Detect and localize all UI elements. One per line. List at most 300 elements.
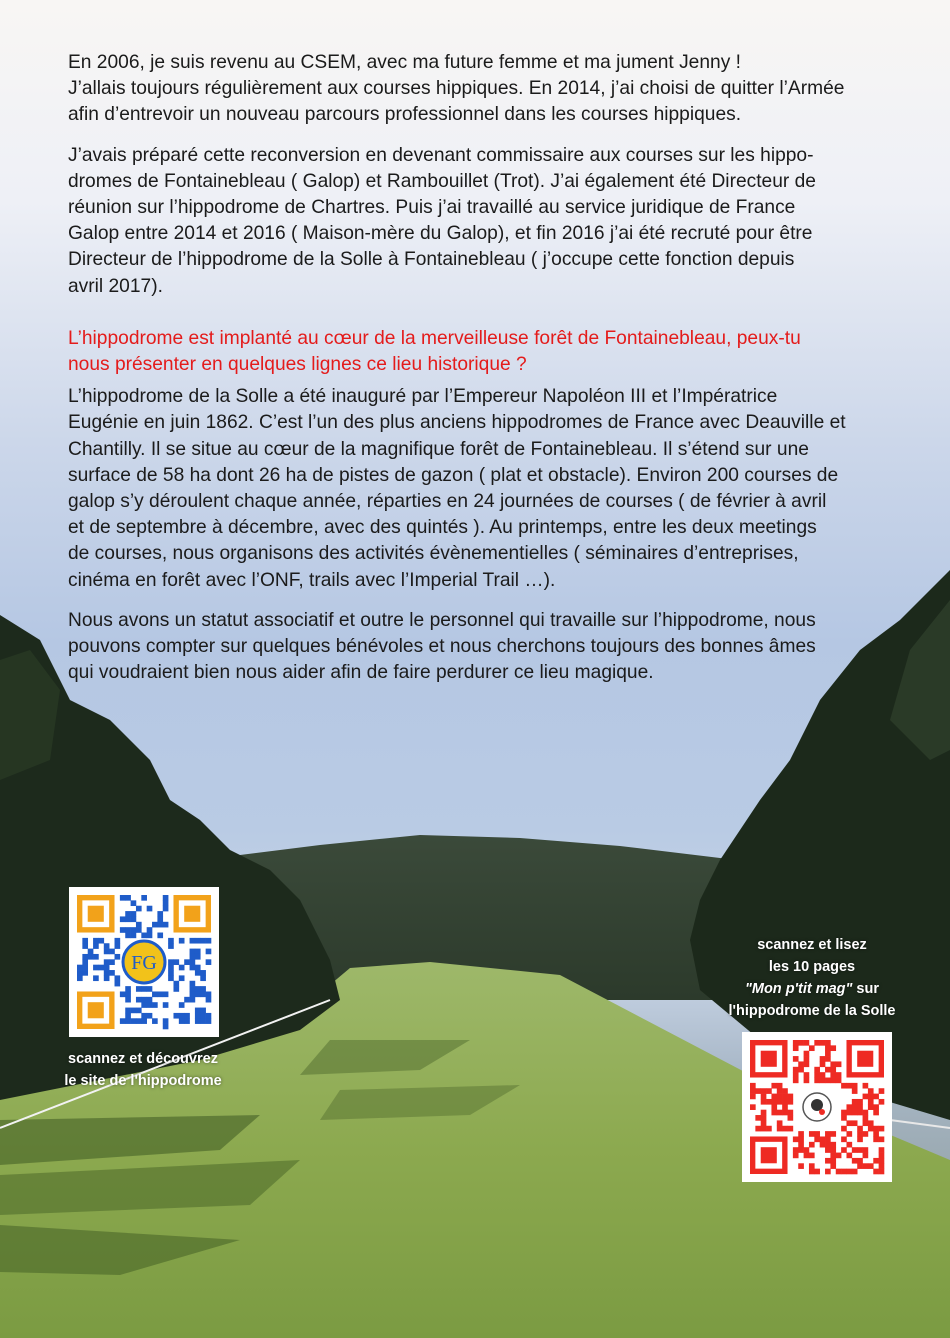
qr-module — [179, 975, 185, 981]
qr-module — [163, 922, 169, 928]
qr-module — [141, 1013, 147, 1019]
qr-module — [168, 938, 174, 944]
qr-module — [88, 954, 94, 960]
qr-module — [93, 954, 99, 960]
qr-module — [793, 1153, 799, 1159]
qr-module — [93, 943, 99, 949]
text-line: Nous avons un statut associatif et outre le personnel qui travaille sur l’hippodrome, nous — [68, 609, 816, 631]
qr-module — [131, 1008, 137, 1014]
qr-module — [152, 991, 158, 997]
qr-module — [190, 986, 196, 992]
qr-module — [830, 1067, 836, 1073]
qr-module — [836, 1061, 842, 1067]
qr-module — [788, 1099, 794, 1105]
qr-module — [830, 1131, 836, 1137]
qr-module — [120, 1018, 126, 1024]
qr-module — [852, 1120, 858, 1126]
qr-module — [766, 1088, 772, 1094]
qr-module — [168, 943, 174, 949]
qr-module — [147, 933, 153, 939]
qr-module — [115, 938, 121, 944]
qr-module — [163, 991, 169, 997]
qr-module — [841, 1136, 847, 1142]
qr-module — [195, 949, 201, 955]
qr-module — [195, 1008, 201, 1014]
qr-module — [868, 1094, 874, 1100]
qr-module — [830, 1163, 836, 1169]
qr-module — [857, 1110, 863, 1116]
qr-module — [820, 1061, 826, 1067]
qr-module — [141, 1018, 147, 1024]
text-line: dromes de Fontainebleau ( Galop) et Rambouillet (Trot). J’ai également été Directeur de — [68, 170, 816, 192]
qr-module — [125, 1013, 131, 1019]
qr-module — [782, 1094, 788, 1100]
qr-module — [125, 911, 131, 917]
text-line: Galop entre 2014 et 2016 ( Maison-mère du Galop), et fin 2016 j’ai été recruté pour être — [68, 223, 813, 245]
qr-module — [825, 1158, 831, 1164]
qr-module — [77, 965, 83, 971]
qr-module — [163, 895, 169, 901]
caption-line: le site de l'hippodrome — [64, 1073, 222, 1089]
qr-module — [873, 1169, 879, 1175]
qr-module — [873, 1094, 879, 1100]
qr-module — [777, 1120, 783, 1126]
text-line: L’hippodrome de la Solle a été inauguré par l’Empereur Napoléon III et l’Impératrice — [68, 386, 778, 408]
qr-module — [798, 1147, 804, 1153]
qr-module — [825, 1136, 831, 1142]
qr-module — [104, 943, 110, 949]
qr-module — [798, 1067, 804, 1073]
qr-module — [82, 965, 88, 971]
qr-module — [788, 1094, 794, 1100]
qr-module — [836, 1153, 842, 1159]
qr-module — [857, 1136, 863, 1142]
qr-module — [804, 1072, 810, 1078]
qr-module — [793, 1056, 799, 1062]
qr-module — [788, 1110, 794, 1116]
qr-module — [879, 1099, 885, 1105]
qr-module — [125, 1008, 131, 1014]
qr-module — [136, 906, 142, 912]
qr-module — [179, 1018, 185, 1024]
qr-module — [190, 965, 196, 971]
qr-module — [809, 1131, 815, 1137]
qr-module — [804, 1078, 810, 1084]
qr-module — [195, 954, 201, 960]
qr-module — [190, 959, 196, 965]
qr-module — [125, 916, 131, 922]
qr-module — [200, 1018, 206, 1024]
qr-module — [857, 1158, 863, 1164]
qr-module — [109, 959, 115, 965]
qr-module — [873, 1110, 879, 1116]
qr-module — [814, 1040, 820, 1046]
qr-module — [852, 1169, 858, 1175]
qr-module — [863, 1120, 869, 1126]
qr-module — [125, 986, 131, 992]
qr-module — [93, 965, 99, 971]
qr-module — [798, 1061, 804, 1067]
qr-module — [131, 1018, 137, 1024]
qr-module — [852, 1110, 858, 1116]
qr-module — [88, 949, 94, 955]
qr-module — [836, 1072, 842, 1078]
qr-module — [777, 1099, 783, 1105]
qr-module — [200, 986, 206, 992]
qr-module — [830, 1147, 836, 1153]
qr-module — [195, 986, 201, 992]
text-line: afin d’entrevoir un nouveau parcours professionnel dans les courses hippiques. — [68, 104, 742, 126]
qr-module — [206, 1018, 212, 1024]
qr-module — [152, 1018, 158, 1024]
qr-module — [755, 1126, 761, 1132]
text-line: Directeur de l’hippodrome de la Solle à Fontainebleau ( j’occupe cette fonction depuis — [68, 249, 795, 271]
qr-module — [836, 1169, 842, 1175]
qr-module — [798, 1163, 804, 1169]
qr-magazine-caption — [700, 934, 924, 1022]
qr-module — [793, 1040, 799, 1046]
qr-module — [120, 927, 126, 933]
qr-module — [173, 986, 179, 992]
qr-module — [863, 1147, 869, 1153]
qr-module — [104, 975, 110, 981]
qr-module — [141, 895, 147, 901]
qr-code-icon — [69, 887, 219, 1037]
qr-module — [200, 1013, 206, 1019]
qr-finder — [88, 906, 104, 922]
qr-module — [868, 1099, 874, 1105]
qr-module — [163, 906, 169, 912]
qr-module — [104, 949, 110, 955]
qr-module — [750, 1088, 756, 1094]
qr-module — [863, 1083, 869, 1089]
qr-module — [879, 1088, 885, 1094]
qr-module — [879, 1158, 885, 1164]
qr-module — [104, 959, 110, 965]
qr-module — [147, 986, 153, 992]
qr-module — [206, 949, 212, 955]
qr-module — [814, 1072, 820, 1078]
article-text — [68, 50, 898, 686]
caption-line: scannez et découvrez — [68, 1051, 218, 1067]
qr-module — [115, 981, 121, 987]
qr-module — [830, 1142, 836, 1148]
text-line: pouvons compter sur quelques bénévoles et nous cherchons toujours des bonnes âmes — [68, 636, 816, 658]
qr-module — [195, 991, 201, 997]
qr-module — [841, 1083, 847, 1089]
qr-module — [77, 970, 83, 976]
qr-module — [788, 1115, 794, 1121]
qr-module — [873, 1158, 879, 1164]
qr-module — [761, 1110, 767, 1116]
qr-module — [125, 997, 131, 1003]
qr-module — [157, 916, 163, 922]
qr-module — [793, 1078, 799, 1084]
paragraph-association — [68, 608, 898, 687]
qr-module — [782, 1104, 788, 1110]
caption-line: scannez et lisez — [757, 937, 867, 953]
qr-module — [136, 986, 142, 992]
qr-module — [77, 975, 83, 981]
qr-module — [195, 1018, 201, 1024]
qr-module — [761, 1094, 767, 1100]
qr-module — [825, 1067, 831, 1073]
text-line: J’allais toujours régulièrement aux courses hippiques. En 2014, j’ai choisi de quitter l’Armée — [68, 78, 845, 100]
qr-module — [168, 959, 174, 965]
qr-module — [761, 1099, 767, 1105]
qr-module — [131, 900, 137, 906]
qr-module — [761, 1120, 767, 1126]
qr-module — [750, 1083, 756, 1089]
qr-module — [777, 1110, 783, 1116]
qr-module — [804, 1061, 810, 1067]
qr-finder — [184, 906, 200, 922]
qr-module — [804, 1056, 810, 1062]
qr-module — [879, 1136, 885, 1142]
qr-module — [152, 1002, 158, 1008]
qr-module — [830, 1153, 836, 1159]
qr-module — [168, 970, 174, 976]
qr-module — [184, 959, 190, 965]
qr-code-magazine[interactable] — [742, 1032, 892, 1182]
qr-module — [761, 1126, 767, 1132]
interview-question — [68, 326, 898, 378]
qr-module — [852, 1147, 858, 1153]
qr-module — [173, 1013, 179, 1019]
qr-finder — [88, 1002, 104, 1018]
qr-module — [863, 1153, 869, 1159]
qr-module — [841, 1169, 847, 1175]
qr-module — [131, 916, 137, 922]
qr-module — [873, 1104, 879, 1110]
qr-module — [793, 1147, 799, 1153]
qr-module — [163, 1002, 169, 1008]
qr-module — [820, 1078, 826, 1084]
qr-module — [804, 1147, 810, 1153]
text-line: nous présenter en quelques lignes ce lieu historique ? — [68, 354, 527, 376]
qr-module — [104, 970, 110, 976]
qr-module — [793, 1136, 799, 1142]
qr-module — [147, 906, 153, 912]
caption-line: sur — [852, 981, 879, 997]
qr-finder — [761, 1147, 777, 1163]
qr-module — [115, 975, 121, 981]
qr-module — [846, 1142, 852, 1148]
qr-module — [857, 1147, 863, 1153]
qr-module — [857, 1126, 863, 1132]
qr-module — [825, 1131, 831, 1137]
qr-module — [157, 911, 163, 917]
qr-module — [755, 1115, 761, 1121]
qr-module — [200, 970, 206, 976]
qr-module — [761, 1088, 767, 1094]
qr-module — [820, 1072, 826, 1078]
qr-module — [98, 965, 104, 971]
text-line: Eugénie en juin 1862. C’est l’un des plus anciens hippodromes de France avec Deauville et — [68, 412, 846, 434]
qr-module — [830, 1072, 836, 1078]
qr-module — [136, 1008, 142, 1014]
qr-module — [830, 1045, 836, 1051]
qr-module — [868, 1163, 874, 1169]
qr-module — [190, 949, 196, 955]
qr-module — [157, 933, 163, 939]
qr-module — [863, 1110, 869, 1116]
qr-module — [809, 1169, 815, 1175]
magazine-logo — [819, 1109, 825, 1115]
qr-module — [809, 1163, 815, 1169]
qr-module — [206, 938, 212, 944]
qr-module — [120, 895, 126, 901]
qr-module — [879, 1153, 885, 1159]
qr-module — [798, 1040, 804, 1046]
qr-module — [125, 927, 131, 933]
text-line: de courses, nous organisons des activités évènementielles ( séminaires d’entreprises, — [68, 543, 799, 565]
qr-module — [771, 1083, 777, 1089]
qr-module — [131, 927, 137, 933]
qr-module — [788, 1126, 794, 1132]
qr-module — [771, 1110, 777, 1116]
qr-module — [109, 949, 115, 955]
hippodrome-logo-text: FG — [131, 952, 157, 974]
qr-module — [93, 975, 99, 981]
qr-module — [846, 1153, 852, 1159]
qr-module — [136, 1018, 142, 1024]
qr-module — [777, 1088, 783, 1094]
qr-module — [825, 1045, 831, 1051]
qr-module — [873, 1131, 879, 1137]
qr-module — [163, 1018, 169, 1024]
qr-module — [825, 1051, 831, 1057]
qr-module — [863, 1163, 869, 1169]
qr-module — [152, 922, 158, 928]
qr-module — [793, 1072, 799, 1078]
qr-module — [852, 1099, 858, 1105]
caption-line: les 10 pages — [768, 959, 856, 975]
qr-module — [157, 991, 163, 997]
qr-module — [782, 1110, 788, 1116]
text-line: J’avais préparé cette reconversion en devenant commissaire aux courses sur les hippo- — [68, 144, 814, 166]
qr-module — [782, 1088, 788, 1094]
qr-module — [771, 1104, 777, 1110]
qr-module — [761, 1115, 767, 1121]
qr-module — [868, 1126, 874, 1132]
qr-module — [825, 1040, 831, 1046]
qr-module — [115, 954, 121, 960]
qr-module — [755, 1088, 761, 1094]
qr-module — [82, 959, 88, 965]
qr-module — [200, 991, 206, 997]
text-line: En 2006, je suis revenu au CSEM, avec ma future femme et ma jument Jenny ! — [68, 52, 741, 73]
text-line: surface de 58 ha dont 26 ha de pistes de gazon ( plat et obstacle). Environ 200 courses de — [68, 464, 839, 486]
qr-module — [190, 991, 196, 997]
qr-module — [879, 1126, 885, 1132]
qr-module — [798, 1136, 804, 1142]
qr-module — [804, 1153, 810, 1159]
qr-module — [873, 1126, 879, 1132]
qr-module — [857, 1163, 863, 1169]
qr-code-website[interactable] — [69, 887, 219, 1037]
qr-module — [190, 954, 196, 960]
qr-module — [179, 965, 185, 971]
qr-module — [782, 1099, 788, 1105]
qr-module — [200, 975, 206, 981]
qr-module — [136, 997, 142, 1003]
qr-module — [195, 970, 201, 976]
paragraph-career — [68, 143, 898, 300]
qr-module — [115, 943, 121, 949]
qr-module — [852, 1104, 858, 1110]
qr-module — [173, 981, 179, 987]
qr-module — [820, 1136, 826, 1142]
qr-module — [82, 943, 88, 949]
qr-module — [868, 1088, 874, 1094]
qr-module — [879, 1163, 885, 1169]
qr-module — [157, 922, 163, 928]
text-line: et de septembre à décembre, avec des quintés ). Au printemps, entre les deux meetings — [68, 517, 817, 539]
qr-module — [777, 1083, 783, 1089]
right-fence — [890, 1120, 950, 1128]
qr-module — [825, 1142, 831, 1148]
qr-module — [836, 1078, 842, 1084]
paragraph-intro — [68, 50, 898, 129]
qr-module — [804, 1051, 810, 1057]
qr-module — [809, 1045, 815, 1051]
qr-module — [168, 965, 174, 971]
qr-module — [793, 1045, 799, 1051]
qr-module — [846, 1083, 852, 1089]
qr-module — [168, 975, 174, 981]
qr-module — [814, 1136, 820, 1142]
qr-module — [846, 1110, 852, 1116]
qr-module — [830, 1061, 836, 1067]
qr-module — [814, 1169, 820, 1175]
qr-module — [179, 938, 185, 944]
qr-module — [120, 991, 126, 997]
text-line: qui voudraient bien nous aider afin de faire perdurer ce lieu magique. — [68, 662, 654, 684]
qr-module — [200, 938, 206, 944]
qr-module — [879, 1169, 885, 1175]
qr-module — [750, 1104, 756, 1110]
qr-module — [750, 1094, 756, 1100]
qr-module — [98, 938, 104, 944]
qr-module — [868, 1120, 874, 1126]
qr-module — [93, 938, 99, 944]
qr-module — [825, 1147, 831, 1153]
text-line: réunion sur l’hippodrome de Chartres. Puis j’ai travaillé au service juridique de France — [68, 197, 796, 219]
qr-finder — [857, 1051, 873, 1067]
qr-code-icon — [742, 1032, 892, 1182]
qr-module — [184, 997, 190, 1003]
qr-module — [82, 938, 88, 944]
qr-module — [163, 1024, 169, 1030]
qr-module — [825, 1169, 831, 1175]
caption-line: l'hippodrome de la Solle — [728, 1003, 896, 1019]
qr-module — [125, 1018, 131, 1024]
qr-module — [820, 1142, 826, 1148]
qr-module — [184, 1018, 190, 1024]
qr-module — [206, 991, 212, 997]
qr-module — [863, 1094, 869, 1100]
qr-module — [195, 1013, 201, 1019]
qr-module — [820, 1040, 826, 1046]
qr-module — [857, 1104, 863, 1110]
qr-module — [190, 997, 196, 1003]
qr-module — [141, 997, 147, 1003]
qr-module — [830, 1078, 836, 1084]
qr-module — [184, 1013, 190, 1019]
qr-module — [825, 1078, 831, 1084]
qr-module — [190, 981, 196, 987]
